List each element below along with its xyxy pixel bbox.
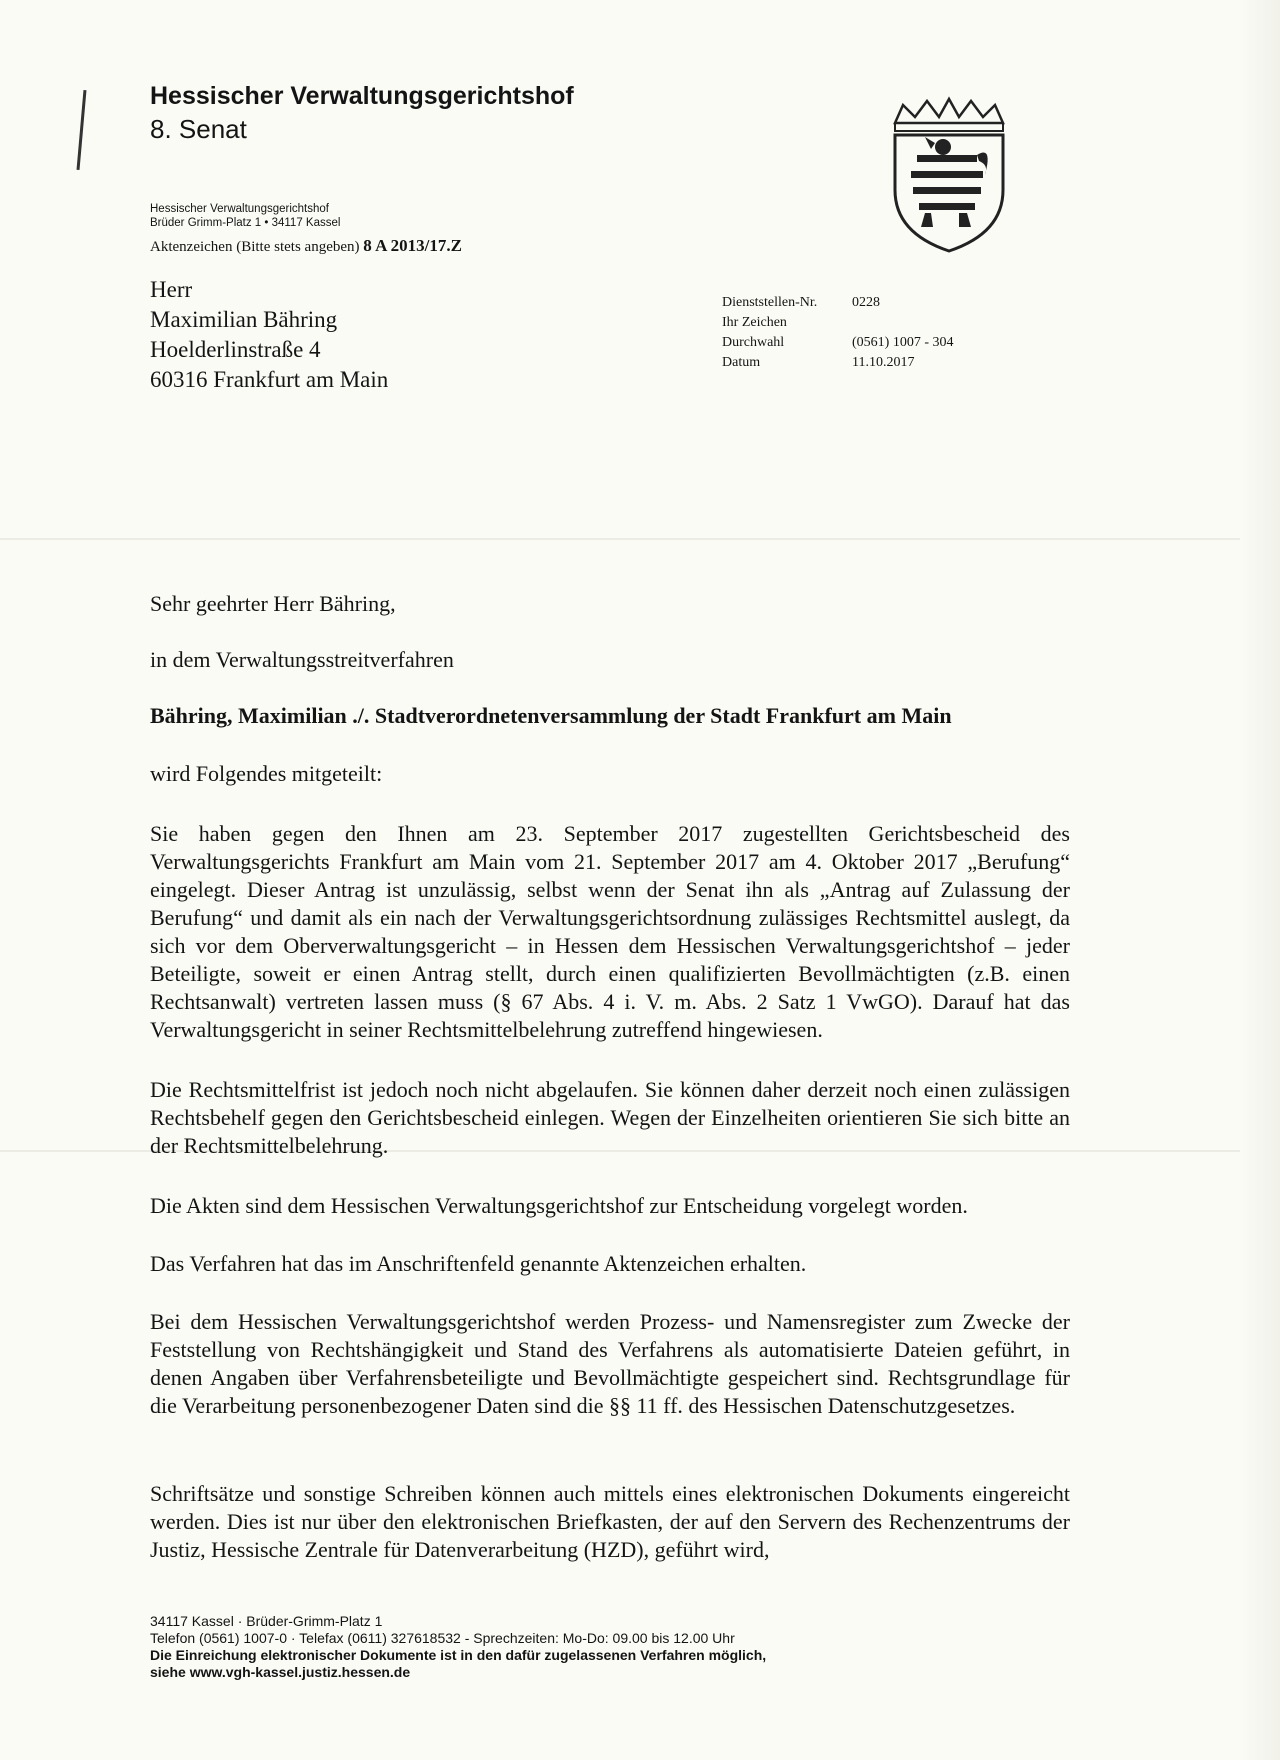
recipient-salutation: Herr <box>150 277 193 302</box>
handwritten-mark <box>77 90 87 170</box>
announce-line: wird Folgendes mitgeteilt: <box>150 761 383 786</box>
return-line: Hessischer Verwaltungsgerichtshof <box>150 203 329 215</box>
hessen-lion-crest-icon <box>885 95 1013 255</box>
footer-notice: Die Einreichung elektronischer Dokumente ist in den dafür zugelassenen Verfahren möglich, <box>150 1647 767 1663</box>
meta-value: 0228 <box>852 295 880 310</box>
aktenzeichen-value: 8 A 2013/17.Z <box>363 236 462 255</box>
footer-address: 34117 Kassel · Brüder-Grimm-Platz 1 <box>150 1613 383 1629</box>
fold-line <box>0 538 1280 540</box>
meta-value: 11.10.2017 <box>852 355 915 370</box>
intro-line: in dem Verwaltungsstreitverfahren <box>150 647 454 672</box>
aktenzeichen <box>150 236 462 256</box>
reference-block <box>722 293 954 373</box>
footer-website: siehe www.vgh-kassel.justiz.hessen.de <box>150 1664 411 1680</box>
meta-label: Dienststellen-Nr. <box>722 295 818 310</box>
return-line: Brüder Grimm-Platz 1 • 34117 Kassel <box>150 217 341 229</box>
aktenzeichen-label: Aktenzeichen (Bitte stets angeben) <box>150 239 360 255</box>
senat-label: 8. Senat <box>150 114 247 144</box>
greeting: Sehr geehrter Herr Bähring, <box>150 591 396 616</box>
party-names: Bähring, Maximilian ./. Stadtverordnetenversammlung der Stadt Frankfurt am Main <box>150 703 952 728</box>
paragraph-reference: Das Verfahren hat das im Anschriftenfeld genannte Aktenzeichen erhalten. <box>150 1251 807 1276</box>
meta-label: Ihr Zeichen <box>722 315 787 330</box>
recipient-street: Hoelderlinstraße 4 <box>150 337 321 362</box>
meta-label: Datum <box>722 355 761 370</box>
footer <box>150 1613 766 1681</box>
paragraph-appeal: Sie haben gegen den Ihnen am 23. September 2017 zugestellten Gerichtsbescheid des Verwaltungsgerichts Frankfurt am Main vom 21. September 2017 am 4. Oktober 2017 „Berufung“ eingelegt. Dieser Antrag ist unzulässig, selbst wenn der Senat ihn als „Antrag auf Zulassung der Berufung“ und damit als ein nach der Verwaltungsgerichtsordnung zulässiges Rechtsmittel auslegt, da sich vor dem Oberverwaltungsgericht – in Hessen dem Hessischen Verwaltungsgerichtshof – jeder Beteiligte, soweit er einen Antrag stellt, durch einen qualifizierten Bevollmächtigten (z.B. einen Rechtsanwalt) vertreten lassen muss (§ 67 Abs. 4 i. V. m. Abs. 2 Satz 1 VwGO). Darauf hat das Verwaltungsgericht in seiner Rechtsmittelbelehrung zutreffend hingewiesen. <box>150 821 1070 1042</box>
meta-row <box>722 353 954 373</box>
meta-row <box>722 333 954 353</box>
paragraph-files: Die Akten sind dem Hessischen Verwaltungsgerichtshof zur Entscheidung vorgelegt worden. <box>150 1193 968 1218</box>
meta-row <box>722 313 954 333</box>
recipient-city: 60316 Frankfurt am Main <box>150 367 389 392</box>
court-name: Hessischer Verwaltungsgerichtshof <box>150 82 574 110</box>
return-address <box>150 202 340 230</box>
page-edge <box>1240 0 1280 1760</box>
recipient-name: Maximilian Bähring <box>150 307 338 332</box>
recipient-address <box>150 275 388 395</box>
meta-row <box>722 293 954 313</box>
paragraph-electronic: Schriftsätze und sonstige Schreiben können auch mittels eines elektronischen Dokuments eingereicht werden. Dies ist nur über den elektronischen Briefkasten, der auf den Servern des Rechenzentrums der Justiz, Hessische Zentrale für Datenverarbeitung (HZD), geführt wird, <box>150 1481 1070 1562</box>
meta-label: Durchwahl <box>722 335 785 350</box>
footer-contact: Telefon (0561) 1007-0 · Telefax (0611) 327618532 - Sprechzeiten: Mo-Do: 09.00 bis 12.00 Uhr <box>150 1630 735 1646</box>
paragraph-deadline: Die Rechtsmittelfrist ist jedoch noch nicht abgelaufen. Sie können daher derzeit noch einen zulässigen Rechtsbehelf gegen den Gerichtsbescheid einlegen. Wegen der Einzelheiten orientieren Sie sich bitte an der Rechtsmittelbelehrung. <box>150 1077 1070 1158</box>
meta-value: (0561) 1007 - 304 <box>852 335 954 350</box>
paragraph-dataprotection: Bei dem Hessischen Verwaltungsgerichtshof werden Prozess- und Namensregister zum Zwecke der Feststellung von Rechtshängigkeit und Stand des Verfahrens als automatisierte Dateien geführt, in denen Angaben über Verfahrensbeteiligte und Bevollmächtigte gespeichert sind. Rechtsgrundlage für die Verarbeitung personenbezogener Daten sind die §§ 11 ff. des Hessischen Datenschutzgesetzes. <box>150 1309 1070 1418</box>
